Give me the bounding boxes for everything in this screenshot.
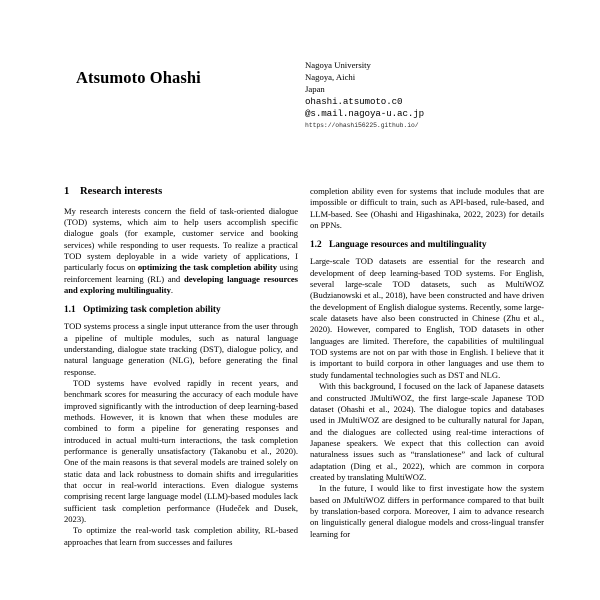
paragraph-future-work: In the future, I would like to first investigate how the system based on JMultiWOZ differs in performance compared to that built by translation-based corpora. Moreover, I aim to advance research on linguistically general dialogue models and cross-lingual transfer learning for: [310, 483, 544, 539]
author-name: Atsumoto Ohashi: [76, 68, 201, 87]
affiliation-line-city: Nagoya, Aichi: [305, 71, 356, 82]
paragraph-tod-pipeline: TOD systems process a single input utterance from the user through a pipeline of multiple modules, such as natural language understanding, dialogue state tracking (DST), dialogue policy, and natural language generation (NLG), before generating the final response.: [64, 321, 298, 377]
section-number: 1: [64, 186, 70, 197]
subsection-heading-optimizing-task-completion: [64, 305, 298, 316]
intro-bold-language-resources: developing language resources and exploring multilinguality: [64, 273, 298, 295]
section-title: Research interests: [80, 186, 163, 197]
subsection-number: 1.2: [310, 240, 322, 251]
intro-text-part-2: using reinforcement learning (RL) and: [64, 262, 298, 284]
intro-text-part-1: My research interests concern the field of task-oriented dialogue (TOD) systems, which aim to help users accomplish specific dialogue goals (for example, customer service and booking services) while responding to user requests. To realize a practical TOD system deployable in a wide variety of applications, I particularly focus on: [64, 205, 298, 273]
paragraph-jmultiwoz: With this background, I focused on the lack of Japanese datasets and constructed JMultiWOZ, the first large-scale Japanese TOD dataset (Ohashi et al., 2024). The dialogue topics and databases used in JMultiWOZ are designed to be culturally natural for Japan, and the dialogues are collected using real-time interactions of Japanese speakers. We expect that this collection can avoid naturalness issues such as “translationese” and lack of cultural adaptation (Ding et al., 2022), which are common in corpora created by translating MultiWOZ.: [310, 381, 544, 482]
subsection-number: 1.1: [64, 305, 76, 316]
paragraph-tod-evolution: TOD systems have evolved rapidly in recent years, and benchmark scores for measuring the accuracy of each module have improved significantly with the introduction of deep learning-based methods. However, it is known that when these modules are combined to form a pipeline for generating responses and introduced in actual multi-turn interactions, the task completion performance is generally unsatisfactory (Takanobu et al., 2020). One of the main reasons is that several models are trained solely on static data and lack robustness to domain shifts and irregularities that occur in real-world interactions. Even dialogue systems comprising recent large language model (LLM)-based modules lack sufficient task completion performance (Hudeček and Dusek, 2023).: [64, 377, 298, 525]
subsection-title: Optimizing task completion ability: [83, 305, 221, 316]
affiliation-line-institution: Nagoya University: [305, 60, 371, 70]
section-heading-research-interests: [64, 186, 298, 198]
affiliation-line-country: Japan: [305, 83, 325, 94]
author-email-line-2: @s.mail.nagoya-u.ac.jp: [305, 108, 425, 120]
affiliation-block: [305, 60, 540, 131]
paper-header: [64, 60, 536, 170]
subsection-title: Language resources and multilinguality: [329, 240, 487, 251]
paragraph-ppn-continued: completion ability even for systems that include modules that are impossible or difficult to train, such as API-based, rule-based, and LLM-based. See (Ohashi and Higashinaka, 2022, 2023) for details on PPNs.: [310, 186, 544, 231]
paragraph-rl-optimization: To optimize the real-world task completion ability, RL-based approaches that learn from successes and failures: [64, 525, 298, 547]
paragraph-large-scale-datasets: Large-scale TOD datasets are essential for the research and development of deep learning-based TOD systems. For English, several large-scale TOD datasets, such as MultiWOZ (Budzianowski et al., 2018), have been constructed and have driven the development of English dialogue systems. Recently, some large-scale datasets have also been constructed in Chinese (Zhu et al., 2020). However, compared to English, TOD datasets in other languages are limited. Therefore, the capabilities of multilingual TOD systems are not on par with those in English. I believe that it is important to build corpora in other languages and use them to study fundamental technologies such as DST and NLG.: [310, 256, 544, 380]
right-column: [310, 186, 544, 600]
subsection-heading-language-resources: [310, 240, 544, 251]
author-email-line-1: ohashi.atsumoto.c0: [305, 95, 403, 107]
author-homepage-url: https://ohashi56225.github.io/: [305, 121, 419, 129]
intro-bold-optimizing: optimizing the task completion ability: [137, 262, 277, 273]
paragraph-research-interests-intro: [64, 206, 298, 297]
left-column: [64, 186, 298, 600]
intro-text-part-3: .: [170, 284, 173, 295]
